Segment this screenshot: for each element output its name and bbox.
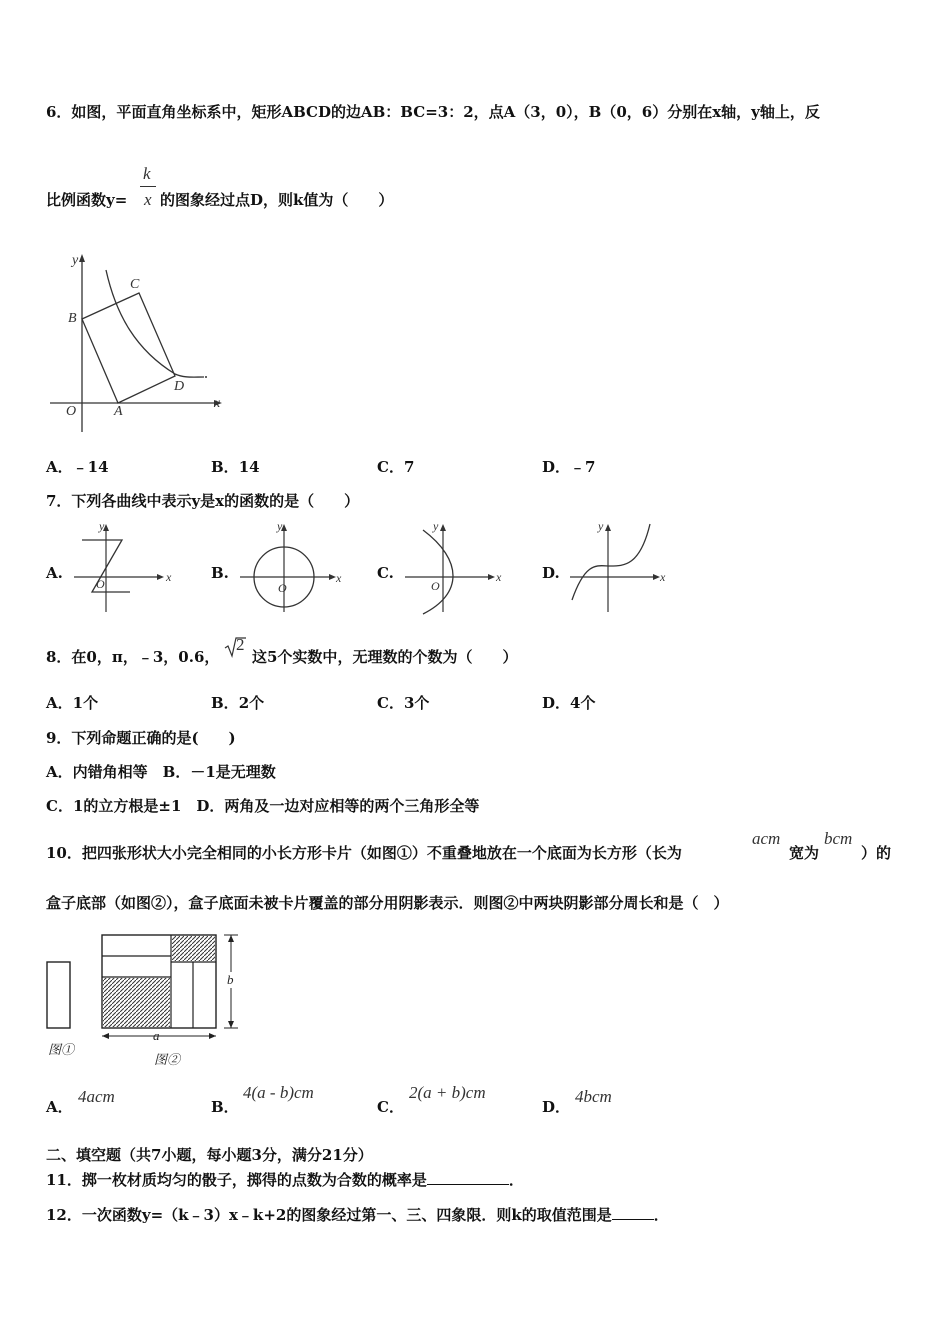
q7-stem: 7．下列各曲线中表示y是x的函数的是（ ） <box>46 492 360 510</box>
q9-options-ab: A．内错角相等 B．－1是无理数 <box>46 763 276 781</box>
q7-label-b: B. <box>211 564 229 582</box>
svg-text:x: x <box>166 570 172 584</box>
svg-text:O: O <box>431 579 440 593</box>
q6-option-b: B．14 <box>211 458 260 476</box>
q10-bcm: bcm <box>824 829 853 848</box>
q10-option-c-text: 2(a + b)cm <box>409 1083 486 1102</box>
q6-label-c: C <box>130 277 140 292</box>
svg-text:x: x <box>660 570 666 584</box>
svg-text:y: y <box>433 519 439 533</box>
q6-label-a: A <box>114 404 123 419</box>
q6-option-c: C．7 <box>377 458 415 476</box>
q10-option-b-text: 4(a - b)cm <box>243 1083 314 1102</box>
q6-line2-suffix: 的图象经过点D，则k值为（ ） <box>160 191 394 209</box>
q7-label-a: A. <box>46 564 63 582</box>
q8-option-b: B．2个 <box>211 694 265 712</box>
q7-graph-a <box>72 520 172 616</box>
q8-option-c: C．3个 <box>377 694 430 712</box>
q6-label-b: B <box>68 311 77 326</box>
q10-acm: acm <box>752 829 781 848</box>
q10-fig2-label: 图② <box>154 1052 181 1067</box>
svg-text:O: O <box>278 581 287 595</box>
q10-line1-a: 10．把四张形状大小完全相同的小长方形卡片（如图①）不重叠地放在一个底面为长方形（长为 <box>46 844 682 862</box>
q8-sqrt-value: 2 <box>236 635 245 654</box>
q6-label-y: y <box>72 253 79 268</box>
q9-stem: 9．下列命题正确的是( ) <box>46 729 236 747</box>
svg-text:x: x <box>336 571 342 585</box>
q8-stem-suffix: 这5个实数中，无理数的个数为（ ） <box>252 648 518 666</box>
svg-text:y: y <box>598 519 604 533</box>
q10-option-b-letter: B． <box>211 1098 239 1116</box>
svg-text:x: x <box>496 570 502 584</box>
q10-line1-b: 宽为 <box>789 844 820 862</box>
q10-option-d-letter: D． <box>542 1098 571 1116</box>
q7-graph-b <box>238 520 342 616</box>
svg-text:y: y <box>99 519 105 533</box>
q10-option-d-text: 4bcm <box>575 1087 612 1106</box>
q10-line2: 盒子底部（如图②），盒子底面未被卡片覆盖的部分用阴影表示．则图②中两块阴影部分周长和是（ ） <box>46 894 729 912</box>
q6-frac-den: x <box>144 190 152 209</box>
q10-option-a-letter: A． <box>46 1098 73 1116</box>
q6-option-d: D．﹣7 <box>542 458 596 476</box>
q12: 12．一次函数y=（k﹣3）x﹣k+2的图象经过第一、三、四象限．则k的取值范围是 ． <box>46 1206 669 1224</box>
q8-option-d: D．4个 <box>542 694 596 712</box>
q11: 11．掷一枚材质均匀的骰子，掷得的点数为合数的概率是 ． <box>46 1171 524 1189</box>
q6-option-a: A．﹣14 <box>46 458 109 476</box>
svg-text:O: O <box>96 577 105 591</box>
q6-label-x: x <box>214 396 221 411</box>
q6-line2-prefix: 比例函数y= <box>46 191 128 209</box>
q7-graph-d <box>568 520 668 616</box>
q10-label-b: b <box>227 972 234 987</box>
q7-label-d: D. <box>542 564 560 582</box>
q10-figure <box>44 928 244 1068</box>
q10-line1-c: ）的 <box>861 844 892 862</box>
q12-blank[interactable] <box>612 1205 654 1220</box>
q6-label-o: O <box>66 404 77 419</box>
q11-blank[interactable] <box>427 1170 509 1185</box>
q10-option-c-letter: C． <box>377 1098 404 1116</box>
q6-label-d: D <box>174 379 185 394</box>
q6-frac-num: k <box>143 164 151 183</box>
q6-frac-bar <box>140 186 156 187</box>
q9-options-cd: C．1的立方根是±1 D．两角及一边对应相等的两个三角形全等 <box>46 797 480 815</box>
q8-option-a: A．1个 <box>46 694 99 712</box>
q7-graph-c <box>403 520 503 616</box>
q7-label-c: C. <box>377 564 394 582</box>
q8-stem-prefix: 8．在0，π，﹣3，0.6， <box>46 648 220 666</box>
q10-option-a-text: 4acm <box>78 1087 115 1106</box>
section2-title: 二、填空题（共7小题，每小题3分，满分21分） <box>46 1146 373 1164</box>
svg-text:y: y <box>277 519 283 533</box>
q6-figure <box>46 250 236 440</box>
q10-fig1-label: 图① <box>48 1042 75 1057</box>
q6-line1: 6．如图，平面直角坐标系中，矩形ABCD的边AB：BC=3：2，点A（3，0），B（0，6）分别在x轴，y轴上，反 <box>46 103 820 121</box>
q10-label-a: a <box>153 1028 160 1043</box>
